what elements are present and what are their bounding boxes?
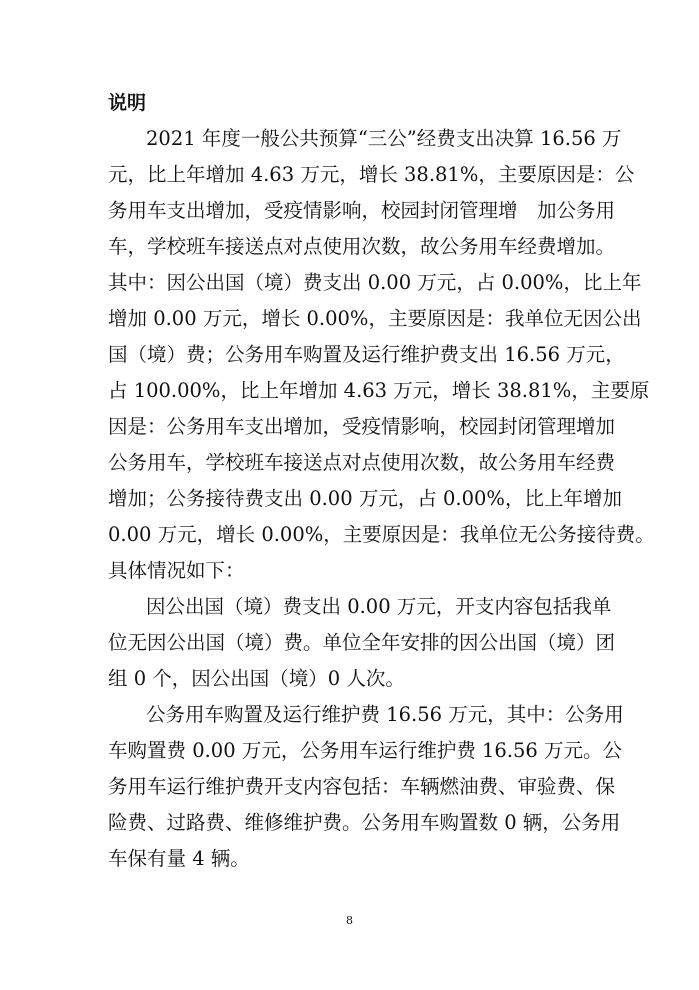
paragraph-line: 2021 年度一般公共预算“三公”经费支出决算 16.56 万: [146, 127, 622, 150]
section-heading: 说明: [108, 92, 147, 114]
page-number: 8: [346, 914, 353, 927]
paragraph-line: 占 100.00%，比上年增加 4.63 万元，增长 38.81%，主要原: [108, 379, 650, 402]
paragraph-line: 位无因公出国（境）费。单位全年安排的因公出国（境）团: [108, 631, 616, 654]
paragraph-line: 车购置费 0.00 万元，公务用车运行维护费 16.56 万元。公: [108, 739, 623, 762]
paragraph-line: 公务用车购置及运行维护费 16.56 万元，其中：公务用: [146, 703, 624, 726]
paragraph-line: 务用车支出增加，受疫情影响，校园封闭管理增 加公务用: [108, 199, 616, 222]
paragraph-line: 因公出国（境）费支出 0.00 万元，开支内容包括我单: [146, 595, 612, 618]
paragraph-line: 增加 0.00 万元，增长 0.00%，主要原因是：我单位无因公出: [108, 307, 642, 330]
paragraph-line: 因是：公务用车支出增加，受疫情影响，校园封闭管理增加: [108, 415, 616, 438]
paragraph-line: 务用车运行维护费开支内容包括：车辆燃油费、审验费、保: [108, 775, 616, 798]
paragraph-line: 具体情况如下：: [108, 559, 245, 582]
paragraph-line: 险费、过路费、维修维护费。公务用车购置数 0 辆，公务用: [108, 811, 621, 834]
paragraph-line: 0.00 万元，增长 0.00%，主要原因是：我单位无公务接待费。: [108, 523, 655, 546]
paragraph-line: 元，比上年增加 4.63 万元，增长 38.81%，主要原因是：公: [108, 163, 635, 186]
paragraph-line: 增加；公务接待费支出 0.00 万元，占 0.00%，比上年增加: [108, 487, 622, 510]
paragraph-line: 其中：因公出国（境）费支出 0.00 万元，占 0.00%，比上年: [108, 271, 642, 294]
paragraph-line: 国（境）费；公务用车购置及运行维护费支出 16.56 万元，: [108, 343, 625, 366]
paragraph-line: 公务用车，学校班车接送点对点使用次数，故公务用车经费: [108, 451, 616, 474]
paragraph-line: 组 0 个，因公出国（境）0 人次。: [108, 667, 405, 690]
paragraph-line: 车保有量 4 辆。: [108, 847, 250, 870]
paragraph-line: 车，学校班车接送点对点使用次数，故公务用车经费增加。: [108, 235, 616, 258]
